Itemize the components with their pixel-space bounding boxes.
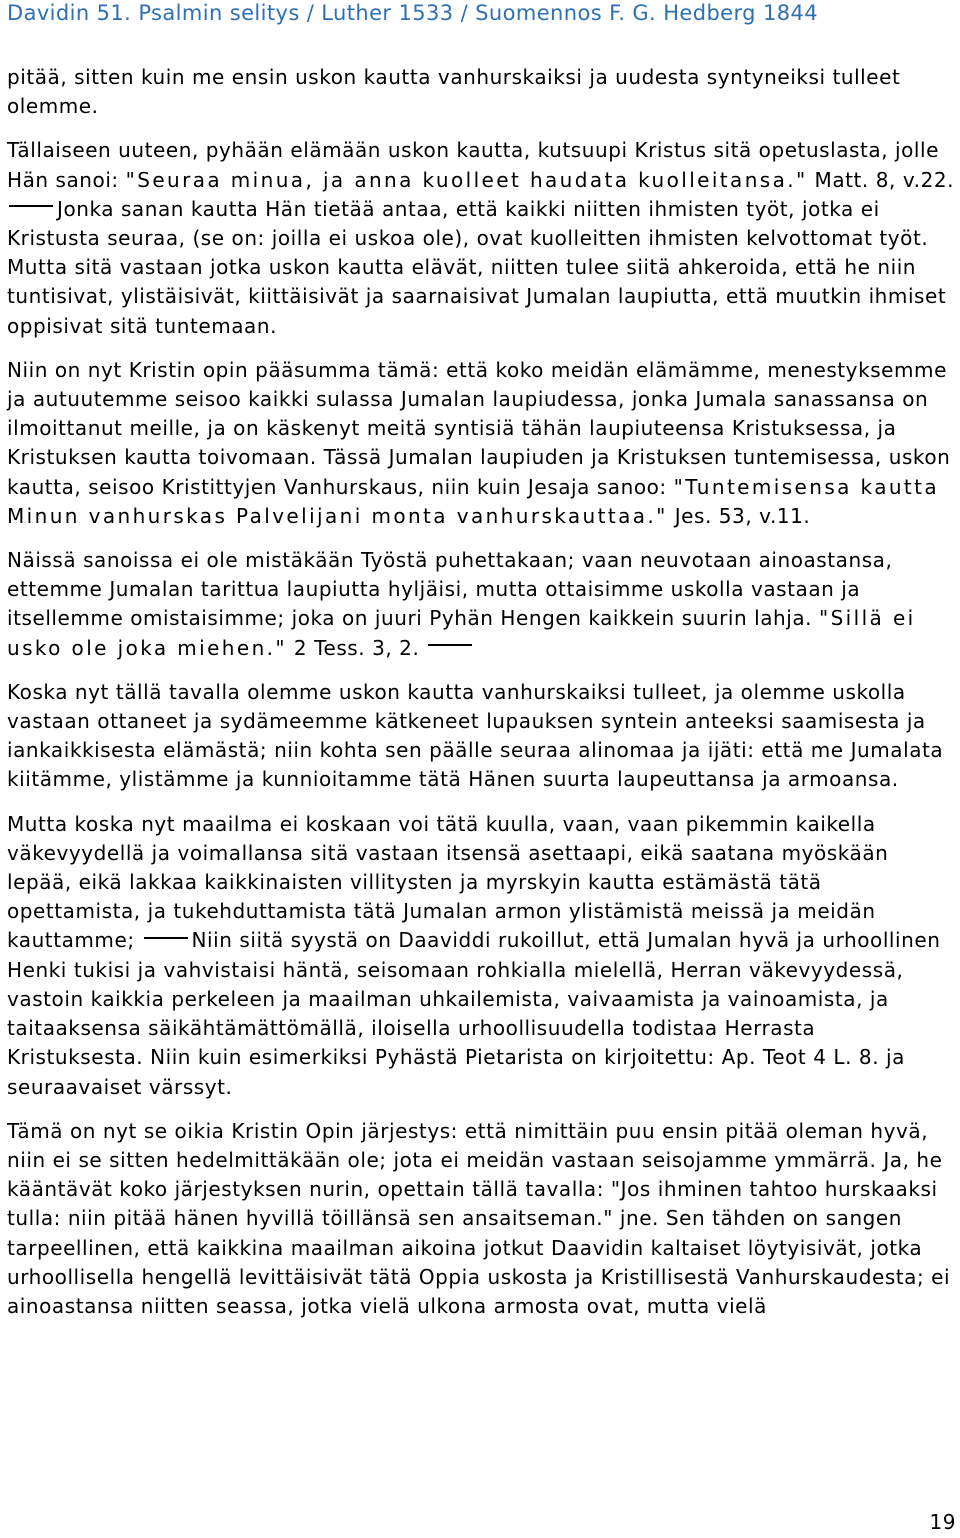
paragraph-2: Tällaiseen uuteen, pyhään elämään uskon kautta, kutsuupi Kristus sitä opetuslasta, jolle Hän sanoi: "Seuraa minua, ja anna kuolleet haudata kuolleitansa." Matt. 8, v.22. Jonka sanan kautta Hän tietää antaa, että kaikki niitten ihmisten työt, jotka ei Kristusta seuraa, (se on: joilla ei uskoa ole), ovat kuolleitten ihmisten kelvottomat työt. Mutta sitä vastaan jotka uskon kautta elävät, niitten tulee siitä ahkeroida, että he niin tuntisivat, ylistäisivät, kiittäisivät ja saarnaisivat Jumalan laupiutta, että muutkin ihmiset oppisivat sitä tuntemaan. bbox=[7, 138, 955, 338]
em-dash bbox=[9, 205, 53, 207]
paragraph-3: Niin on nyt Kristin opin pääsumma tämä: että koko meidän elämämme, menestyksemme ja autuutemme seisoo kaikki sulassa Jumalan laupiudessa, jonka Jumala sanassansa on ilmoittanut meille, ja on käskenyt meitä syntisiä tähän laupiuteensa Kristuksessa, ja Kristuksen kautta toivomaan. Tässä Jumalan laupiuden ja Kristuksen tuntemisessa, uskon kautta, seisoo Kristittyjen Vanhurskaus, niin kuin Jesaja sanoo: "Tuntemisensa kautta Minun vanhurskas Palvelijani monta vanhurskauttaa." Jes. 53, v.11. bbox=[7, 357, 951, 528]
quote-seuraa-minua: "Seuraa minua, ja anna kuolleet haudata kuolleitansa." bbox=[125, 167, 808, 192]
page-number: 19 bbox=[929, 1510, 956, 1534]
quote-silla-ei-usko: "Sillä ei usko ole joka miehen." bbox=[7, 606, 916, 660]
paragraph-5: Koska nyt tällä tavalla olemme uskon kautta vanhurskaiksi tulleet, ja olemme uskolla vastaan ottaneet ja sydämeemme kätkeneet lupauksen syntein anteeksi saamisesta ja iankaikkisesta elämästä; niin kohta sen päälle seuraa alinomaa ja ijäti: että me Jumalata kiitämme, ylistämme ja kunnioitamme tätä Hänen suurta laupeuttansa ja armoansa. bbox=[7, 679, 944, 792]
paragraph-6: Mutta koska nyt maailma ei koskaan voi tätä kuulla, vaan, vaan pikemmin kaikella väkevyydellä ja voimallansa sitä vastaan itsensä asettaapi, eikä saatana myöskään lepää, eikä lakkaa kaikkinaisten villitysten ja myrskyin kautta estämästä tätä opettamista, ja tukehduttamista tätä Jumalan armon ylistämistä meissä ja meidän kauttamme; Niin siitä syystä on Daaviddi rukoillut, että Jumalan hyvä ja urhoollinen Henki tukisi ja vahvistaisi häntä, seisomaan rohkialla mielellä, Herran väkevyydessä, vastoin kaikkia perkeleen ja maailman uhkailemista, vaivaamista ja vainoamista, ja taitaaksensa säikähtämättömällä, iloisella urhoollisuudella todistaa Herrasta Kristuksesta. Niin kuin esimerkiksi Pyhästä Pietarista on kirjoitettu: Ap. Teot 4 L. 8. ja seuraavaiset värssyt. bbox=[7, 811, 941, 1099]
document-body bbox=[7, 63, 955, 1336]
page-header bbox=[7, 0, 957, 28]
paragraph-7: Tämä on nyt se oikia Kristin Opin järjestys: että nimittäin puu ensin pitää oleman hyvä, niin ei se sitten hedelmittäkään ole; jota ei meidän vastaan seisojamme ymmärrä. Ja, he kääntävät koko järjestyksen nurin, opettain tällä tavalla: "Jos ihminen tahtoo hurskaaksi tulla: niin pitää hänen hyvillä töillänsä sen ansaitseman." jne. Sen tähden on sangen tarpeellinen, että kaikkina maailman aikoina jotkut Daavidin kaltaiset löytyisivät, jotka urhoollisella hengellä levittäisivät tätä Oppia uskosta ja Kristillisestä Vanhurskaudesta; ei ainoastansa niitten seassa, jotka vielä ulkona armosta ovat, mutta vielä bbox=[7, 1118, 951, 1318]
em-dash bbox=[428, 644, 472, 646]
quote-tuntemisensa: "Tuntemisensa kautta Minun vanhurskas Palvelijani monta vanhurskauttaa." bbox=[7, 474, 940, 528]
paragraph-1: pitää, sitten kuin me ensin uskon kautta vanhurskaiksi ja uudesta syntyneiksi tulleet olemme. bbox=[7, 65, 901, 119]
em-dash bbox=[144, 937, 188, 939]
paragraph-4: Näissä sanoissa ei ole mistäkään Työstä puhettakaan; vaan neuvotaan ainoastansa, ettemme Jumalan tarittua laupiutta hyljäisi, mutta ottaisimme uskolla vastaan ja itsellemme omistaisimme; joka on juuri Pyhän Hengen kaikkein suurin lahja. "Sillä ei usko ole joka miehen." 2 Tess. 3, 2. bbox=[7, 548, 916, 660]
header-title: Davidin 51. Psalmin selitys / Luther 1533 / Suomennos F. G. Hedberg 1844 bbox=[7, 1, 819, 25]
